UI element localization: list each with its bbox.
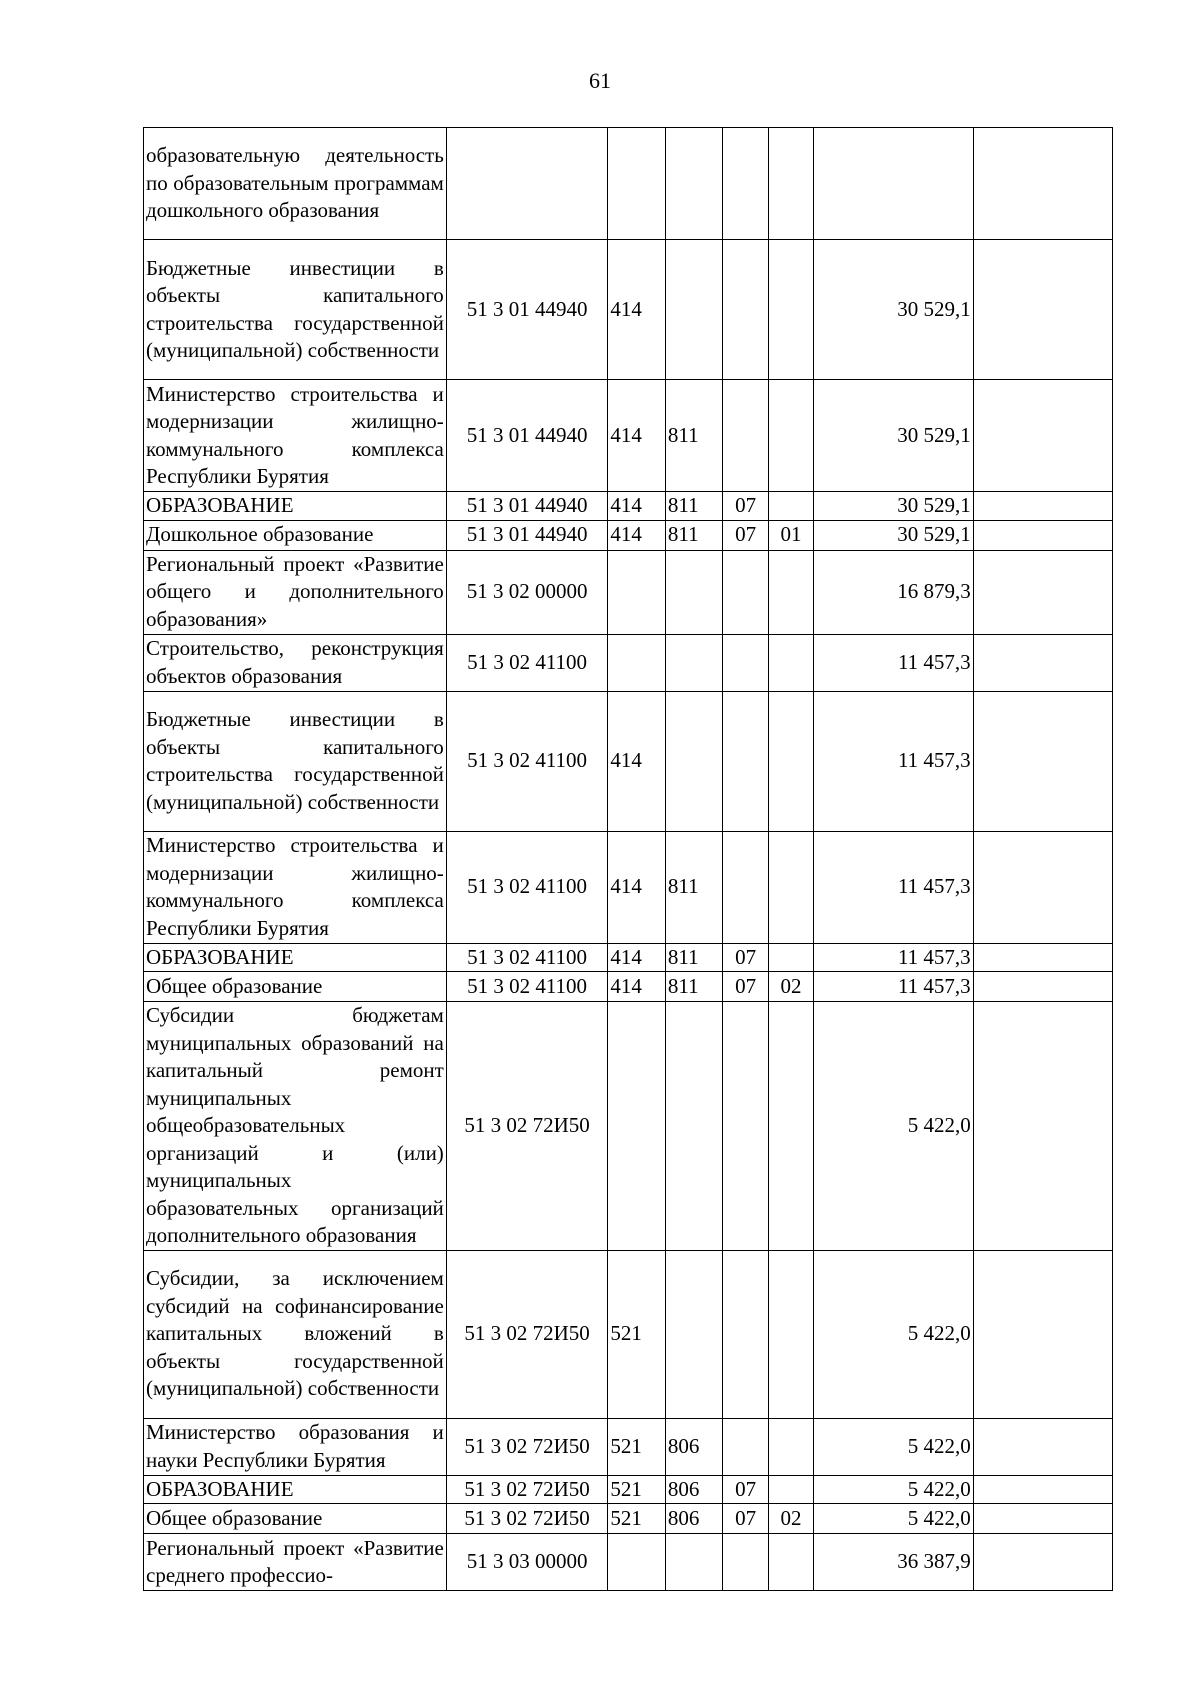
extra-column bbox=[973, 520, 1112, 550]
table-row bbox=[144, 1002, 1113, 1251]
expense-type: 414 bbox=[608, 972, 666, 1002]
row-name: Региональный проект «Развитие среднего профессио- bbox=[144, 1534, 447, 1591]
table-row bbox=[144, 972, 1113, 1002]
amount: 11 457,3 bbox=[814, 831, 973, 943]
section-code: 07 bbox=[723, 520, 768, 550]
section-code bbox=[723, 634, 768, 691]
extra-column bbox=[973, 691, 1112, 831]
section-code bbox=[723, 1534, 768, 1591]
subsection-code: 02 bbox=[768, 1504, 813, 1534]
target-article: 51 3 02 00000 bbox=[446, 550, 608, 634]
row-name: Субсидии, за исключением субсидий на софинансирование капитальных вложений в объекты государственной (муниципальной) собственности bbox=[144, 1250, 447, 1418]
amount: 11 457,3 bbox=[814, 691, 973, 831]
amount bbox=[814, 128, 973, 240]
amount: 11 457,3 bbox=[814, 634, 973, 691]
page-number: 61 bbox=[589, 68, 611, 93]
target-article: 51 3 02 72И50 bbox=[446, 1475, 608, 1504]
expense-type bbox=[608, 1534, 666, 1591]
table-row bbox=[144, 1475, 1113, 1504]
extra-column bbox=[973, 1002, 1112, 1251]
target-article: 51 3 02 41100 bbox=[446, 972, 608, 1002]
subsection-code bbox=[768, 1534, 813, 1591]
row-name: образовательную деятельность по образовательным программам дошкольного образования bbox=[144, 128, 447, 240]
expense-type: 521 bbox=[608, 1250, 666, 1418]
row-name: Министерство образования и науки Республики Бурятия bbox=[144, 1418, 447, 1475]
target-article: 51 3 02 72И50 bbox=[446, 1418, 608, 1475]
subsection-code bbox=[768, 492, 813, 521]
section-code bbox=[723, 128, 768, 240]
ministry-code bbox=[665, 1250, 723, 1418]
expense-type: 414 bbox=[608, 492, 666, 521]
extra-column bbox=[973, 972, 1112, 1002]
target-article: 51 3 02 41100 bbox=[446, 691, 608, 831]
section-code bbox=[723, 550, 768, 634]
extra-column bbox=[973, 831, 1112, 943]
target-article: 51 3 02 41100 bbox=[446, 634, 608, 691]
expense-type: 521 bbox=[608, 1475, 666, 1504]
target-article: 51 3 03 00000 bbox=[446, 1534, 608, 1591]
ministry-code: 806 bbox=[665, 1475, 723, 1504]
table-row bbox=[144, 943, 1113, 972]
row-name: Строительство, реконструкция объектов образования bbox=[144, 634, 447, 691]
target-article: 51 3 01 44940 bbox=[446, 520, 608, 550]
subsection-code bbox=[768, 1418, 813, 1475]
section-code bbox=[723, 831, 768, 943]
table-row bbox=[144, 492, 1113, 521]
section-code: 07 bbox=[723, 1504, 768, 1534]
subsection-code bbox=[768, 634, 813, 691]
expense-type: 414 bbox=[608, 520, 666, 550]
row-name: Бюджетные инвестиции в объекты капитального строительства государственной (муниципальной) собственности bbox=[144, 240, 447, 380]
section-code bbox=[723, 240, 768, 380]
row-name: Дошкольное образование bbox=[144, 520, 447, 550]
target-article: 51 3 01 44940 bbox=[446, 380, 608, 492]
subsection-code bbox=[768, 691, 813, 831]
amount: 36 387,9 bbox=[814, 1534, 973, 1591]
ministry-code bbox=[665, 128, 723, 240]
extra-column bbox=[973, 1418, 1112, 1475]
subsection-code bbox=[768, 1475, 813, 1504]
extra-column bbox=[973, 128, 1112, 240]
amount: 30 529,1 bbox=[814, 492, 973, 521]
target-article: 51 3 01 44940 bbox=[446, 492, 608, 521]
amount: 11 457,3 bbox=[814, 943, 973, 972]
expense-type bbox=[608, 128, 666, 240]
ministry-code: 811 bbox=[665, 831, 723, 943]
extra-column bbox=[973, 1250, 1112, 1418]
expense-type bbox=[608, 1002, 666, 1251]
extra-column bbox=[973, 1504, 1112, 1534]
section-code bbox=[723, 691, 768, 831]
subsection-code bbox=[768, 128, 813, 240]
amount: 5 422,0 bbox=[814, 1504, 973, 1534]
expense-type: 414 bbox=[608, 943, 666, 972]
target-article bbox=[446, 128, 608, 240]
extra-column bbox=[973, 943, 1112, 972]
table-row bbox=[144, 1504, 1113, 1534]
extra-column bbox=[973, 1534, 1112, 1591]
amount: 30 529,1 bbox=[814, 520, 973, 550]
ministry-code bbox=[665, 634, 723, 691]
table-row bbox=[144, 128, 1113, 240]
amount: 5 422,0 bbox=[814, 1002, 973, 1251]
table-row bbox=[144, 240, 1113, 380]
table-row bbox=[144, 1534, 1113, 1591]
expense-type bbox=[608, 550, 666, 634]
row-name: Общее образование bbox=[144, 1504, 447, 1534]
target-article: 51 3 02 72И50 bbox=[446, 1002, 608, 1251]
subsection-code: 02 bbox=[768, 972, 813, 1002]
amount: 30 529,1 bbox=[814, 380, 973, 492]
ministry-code: 811 bbox=[665, 972, 723, 1002]
subsection-code bbox=[768, 240, 813, 380]
table-row bbox=[144, 380, 1113, 492]
target-article: 51 3 01 44940 bbox=[446, 240, 608, 380]
amount: 5 422,0 bbox=[814, 1475, 973, 1504]
amount: 11 457,3 bbox=[814, 972, 973, 1002]
ministry-code: 806 bbox=[665, 1504, 723, 1534]
subsection-code bbox=[768, 550, 813, 634]
section-code bbox=[723, 1002, 768, 1251]
subsection-code bbox=[768, 380, 813, 492]
section-code bbox=[723, 1418, 768, 1475]
row-name: Субсидии бюджетам муниципальных образований на капитальный ремонт муниципальных общеобразовательных организаций и (или) муниципальных образовательных организаций дополнительного образования bbox=[144, 1002, 447, 1251]
expense-type: 414 bbox=[608, 380, 666, 492]
expense-type: 414 bbox=[608, 691, 666, 831]
ministry-code bbox=[665, 1534, 723, 1591]
table-row bbox=[144, 520, 1113, 550]
section-code bbox=[723, 1250, 768, 1418]
row-name: Общее образование bbox=[144, 972, 447, 1002]
subsection-code bbox=[768, 1002, 813, 1251]
row-name: ОБРАЗОВАНИЕ bbox=[144, 1475, 447, 1504]
section-code: 07 bbox=[723, 1475, 768, 1504]
extra-column bbox=[973, 1475, 1112, 1504]
target-article: 51 3 02 72И50 bbox=[446, 1504, 608, 1534]
extra-column bbox=[973, 492, 1112, 521]
ministry-code: 811 bbox=[665, 380, 723, 492]
ministry-code bbox=[665, 550, 723, 634]
row-name: ОБРАЗОВАНИЕ bbox=[144, 943, 447, 972]
extra-column bbox=[973, 634, 1112, 691]
amount: 30 529,1 bbox=[814, 240, 973, 380]
expense-type: 414 bbox=[608, 240, 666, 380]
ministry-code bbox=[665, 1002, 723, 1251]
ministry-code: 806 bbox=[665, 1418, 723, 1475]
subsection-code bbox=[768, 1250, 813, 1418]
target-article: 51 3 02 41100 bbox=[446, 831, 608, 943]
expense-type bbox=[608, 634, 666, 691]
row-name: Министерство строительства и модернизации жилищно-коммунального комплекса Республики Бурятия bbox=[144, 831, 447, 943]
table-row bbox=[144, 550, 1113, 634]
row-name: ОБРАЗОВАНИЕ bbox=[144, 492, 447, 521]
row-name: Министерство строительства и модернизации жилищно-коммунального комплекса Республики Бурятия bbox=[144, 380, 447, 492]
subsection-code bbox=[768, 831, 813, 943]
table-row bbox=[144, 831, 1113, 943]
subsection-code bbox=[768, 943, 813, 972]
ministry-code: 811 bbox=[665, 492, 723, 521]
ministry-code bbox=[665, 691, 723, 831]
section-code bbox=[723, 380, 768, 492]
subsection-code: 01 bbox=[768, 520, 813, 550]
target-article: 51 3 02 72И50 bbox=[446, 1250, 608, 1418]
section-code: 07 bbox=[723, 943, 768, 972]
amount: 16 879,3 bbox=[814, 550, 973, 634]
amount: 5 422,0 bbox=[814, 1250, 973, 1418]
target-article: 51 3 02 41100 bbox=[446, 943, 608, 972]
ministry-code: 811 bbox=[665, 520, 723, 550]
expense-type: 521 bbox=[608, 1418, 666, 1475]
extra-column bbox=[973, 550, 1112, 634]
section-code: 07 bbox=[723, 972, 768, 1002]
ministry-code bbox=[665, 240, 723, 380]
extra-column bbox=[973, 240, 1112, 380]
row-name: Бюджетные инвестиции в объекты капитального строительства государственной (муниципальной) собственности bbox=[144, 691, 447, 831]
expense-type: 414 bbox=[608, 831, 666, 943]
row-name: Региональный проект «Развитие общего и дополнительного образования» bbox=[144, 550, 447, 634]
section-code: 07 bbox=[723, 492, 768, 521]
amount: 5 422,0 bbox=[814, 1418, 973, 1475]
budget-table bbox=[143, 127, 1113, 1591]
table-row bbox=[144, 691, 1113, 831]
ministry-code: 811 bbox=[665, 943, 723, 972]
extra-column bbox=[973, 380, 1112, 492]
table-body bbox=[144, 128, 1113, 1591]
expense-type: 521 bbox=[608, 1504, 666, 1534]
table-row bbox=[144, 1250, 1113, 1418]
table-row bbox=[144, 634, 1113, 691]
table-row bbox=[144, 1418, 1113, 1475]
